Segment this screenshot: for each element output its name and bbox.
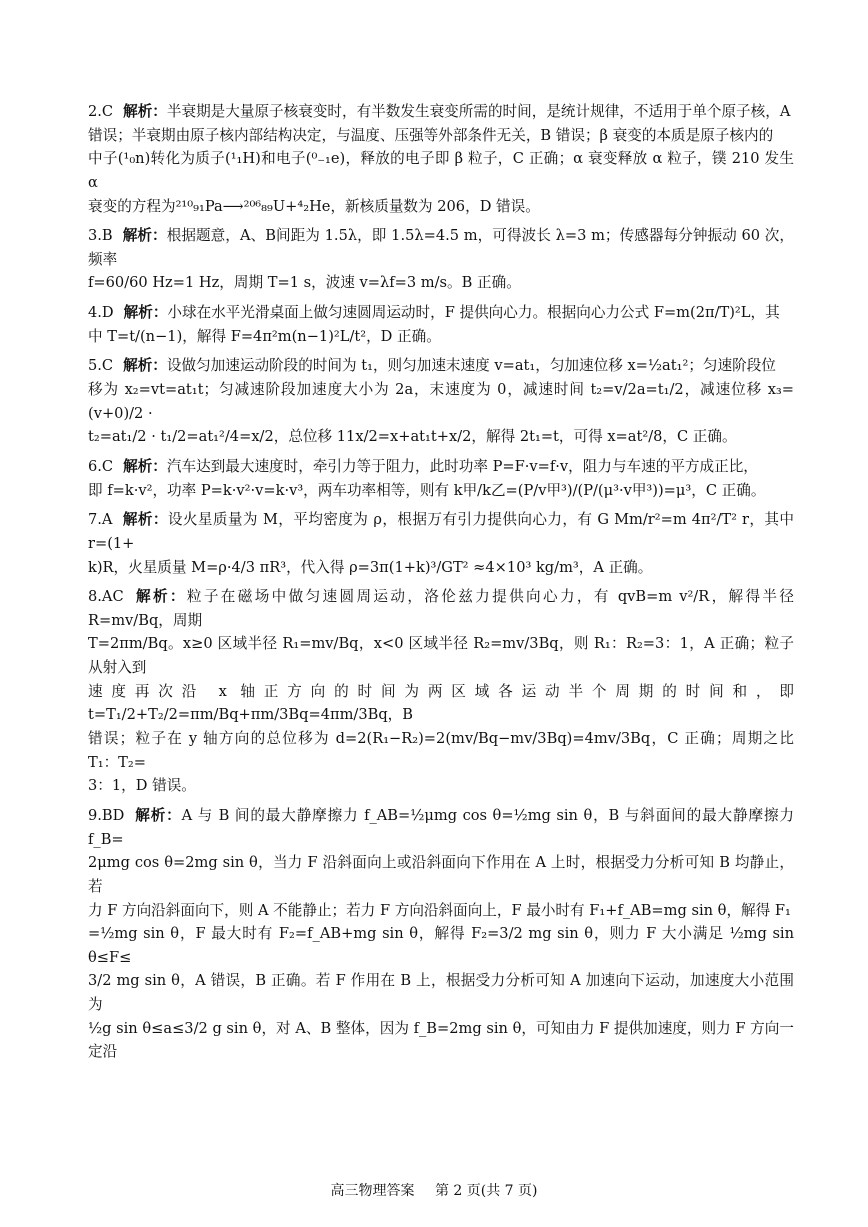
answer-line (88, 774, 794, 798)
answer-line (88, 147, 794, 194)
answer-text: k)R，火星质量 M=ρ·4/3 πR³，代入得 ρ=3π(1+k)³/GT² ≈4×10³ kg/m³，A 正确。 (88, 558, 653, 576)
answer-text: 力 F 方向沿斜面向下，则 A 不能静止；若力 F 方向沿斜面向上，F 最小时有 F₁+f_AB=mg sin θ，解得 F₁ (88, 901, 791, 919)
footer-title: 高三物理答案 (330, 1183, 415, 1199)
answer-line (88, 224, 794, 271)
answer-line (88, 804, 794, 851)
analysis-label: 解析： (122, 511, 168, 529)
answer-number: 6.C (88, 457, 114, 475)
answer-number: 8.AC (88, 588, 124, 606)
answer-text: 设火星质量为 M，平均密度为 ρ，根据万有引力提供向心力，有 G Mm/r²=m 4π²/T² r，其中 r=(1+ (88, 511, 794, 552)
answer-text: T=2πm/Bq。x≥0 区域半径 R₁=mv/Bq，x<0 区域半径 R₂=mv/3Bq，则 R₁：R₂=3：1，A 正确；粒子从射入到 (88, 635, 794, 677)
answer-item (88, 804, 794, 1064)
answer-number: 5.C (88, 357, 114, 375)
answer-line (88, 922, 794, 969)
answer-text: =½mg sin θ，F 最大时有 F₂=f_AB+mg sin θ，解得 F₂=3/2 mg sin θ，则力 F 大小满足 ½mg sin θ≤F≤ (88, 925, 794, 966)
answer-text: 2μmg cos θ=2mg sin θ，当力 F 沿斜面向上或沿斜面向下作用在 A 上时，根据受力分析可知 B 均静止，若 (88, 854, 794, 895)
answer-line (88, 851, 794, 898)
answer-item (88, 100, 794, 218)
answer-line (88, 354, 794, 378)
answer-text: 衰变的方程为²¹⁰₉₁Pa⟶²⁰⁶₈₉U+⁴₂He，新核质量数为 206，D 错误。 (88, 197, 540, 215)
answer-text: t₂=at₁/2 · t₁/2=at₁²/4=x/2，总位移 11x/2=x+at₁t+x/2，解得 2t₁=t，可得 x=at²/8，C 正确。 (88, 428, 737, 446)
answer-line (88, 556, 794, 580)
answer-text: 根据题意，A、B间距为 1.5λ，即 1.5λ=4.5 m，可得波长 λ=3 m；传感器每分钟振动 60 次，频率 (88, 227, 794, 268)
answer-item (88, 455, 794, 502)
answer-text: 错误；粒子在 y 轴方向的总位移为 d=2(R₁−R₂)=2(mv/Bq−mv/3Bq)=4mv/3Bq，C 正确；周期之比 T₁：T₂= (88, 730, 794, 771)
answer-line (88, 508, 794, 555)
answer-text: 3：1，D 错误。 (88, 777, 196, 795)
answer-item (88, 354, 794, 449)
answer-text: 粒子在磁场中做匀速圆周运动，洛伦兹力提供向心力，有 qvB=m v²/R，解得半径 R=mv/Bq，周期 (88, 588, 794, 629)
answer-line (88, 727, 794, 774)
answer-text: 小球在水平光滑桌面上做匀速圆周运动时，F 提供向心力。根据向心力公式 F=m(2π/T)²L，其 (167, 304, 780, 322)
analysis-label: 解析： (133, 588, 187, 606)
answer-line (88, 680, 794, 727)
answer-text: 即 f=k·v²，功率 P=k·v²·v=k·v³，两车功率相等，则有 k甲/k乙=(P/v甲³)/(P/(μ³·v甲³))=μ³，C 正确。 (88, 481, 766, 499)
answer-text: A 与 B 间的最大静摩擦力 f_AB=½μmg cos θ=½mg sin θ，B 与斜面间的最大静摩擦力 f_B= (88, 806, 794, 848)
answer-text: 移为 x₂=vt=at₁t；匀减速阶段加速度大小为 2a，末速度为 0，减速时间 t₂=v/2a=t₁/2，减速位移 x₃=(v+0)/2 · (88, 381, 794, 422)
answer-line (88, 325, 794, 349)
answer-number: 4.D (88, 304, 114, 322)
answer-line (88, 455, 794, 479)
answer-text: f=60/60 Hz=1 Hz，周期 T=1 s，波速 v=λf=3 m/s。B 正确。 (88, 274, 521, 292)
answer-text: 汽车达到最大速度时，牵引力等于阻力，此时功率 P=F·v=f·v，阻力与车速的平方成正比， (166, 457, 758, 475)
answer-text: 设做匀加速运动阶段的时间为 t₁，则匀加速末速度 v=at₁，匀加速位移 x=½at₁²；匀速阶段位 (166, 357, 776, 375)
answer-line (88, 124, 794, 148)
footer-page-number: 第 2 页(共 7 页) (434, 1183, 538, 1199)
answer-number: 7.A (88, 511, 113, 529)
answer-line (88, 969, 794, 1016)
answer-text: ½g sin θ≤a≤3/2 g sin θ，对 A、B 整体，因为 f_B=2mg sin θ，可知由力 F 提供加速度，则力 F 方向一定沿 (88, 1019, 794, 1061)
answer-text: 3/2 mg sin θ，A 错误，B 正确。若 F 作用在 B 上，根据受力分析可知 A 加速向下运动，加速度大小范围为 (88, 972, 794, 1014)
analysis-label: 解析： (123, 304, 168, 322)
analysis-label: 解析： (123, 457, 167, 475)
answer-item (88, 224, 794, 295)
page-footer (0, 1180, 868, 1200)
answer-line (88, 632, 794, 679)
answer-item (88, 585, 794, 798)
answer-line (88, 585, 794, 632)
answer-text: 半衰期是大量原子核衰变时，有半数发生衰变所需的时间，是统计规律，不适用于单个原子核，A (166, 103, 791, 120)
answer-list (88, 100, 794, 1070)
answer-line (88, 301, 794, 325)
answer-text: 中 T=t/(n−1)，解得 F=4π²m(n−1)²L/t²，D 正确。 (88, 327, 441, 345)
answer-item (88, 301, 794, 348)
analysis-label: 解析： (123, 357, 167, 375)
answer-line (88, 425, 794, 449)
answer-text: 速度再次沿 x 轴正方向的时间为两区域各运动半个周期的时间和，即 t=T₁/2+T₂/2=πm/Bq+πm/3Bq=4πm/3Bq，B (88, 682, 794, 724)
analysis-label: 解析： (134, 806, 182, 824)
answer-number: 9.BD (88, 806, 125, 824)
answer-line (88, 1017, 794, 1064)
answer-line (88, 271, 794, 295)
answer-text: 错误；半衰期由原子核内部结构决定，与温度、压强等外部条件无关，B 错误；β 衰变的本质是原子核内的 (88, 126, 774, 144)
answer-line (88, 479, 794, 503)
answer-line (88, 100, 794, 124)
answer-number: 2.C (88, 103, 114, 120)
answer-number: 3.B (88, 227, 113, 245)
analysis-label: 解析： (122, 227, 167, 245)
analysis-label: 解析： (123, 103, 167, 120)
answer-line (88, 195, 794, 219)
answer-text: 中子(¹₀n)转化为质子(¹₁H)和电子(⁰₋₁e)，释放的电子即 β 粒子，C 正确；α 衰变释放 α 粒子，镤 210 发生 α (88, 150, 794, 191)
answer-item (88, 508, 794, 579)
answer-line (88, 378, 794, 425)
answer-line (88, 899, 794, 923)
